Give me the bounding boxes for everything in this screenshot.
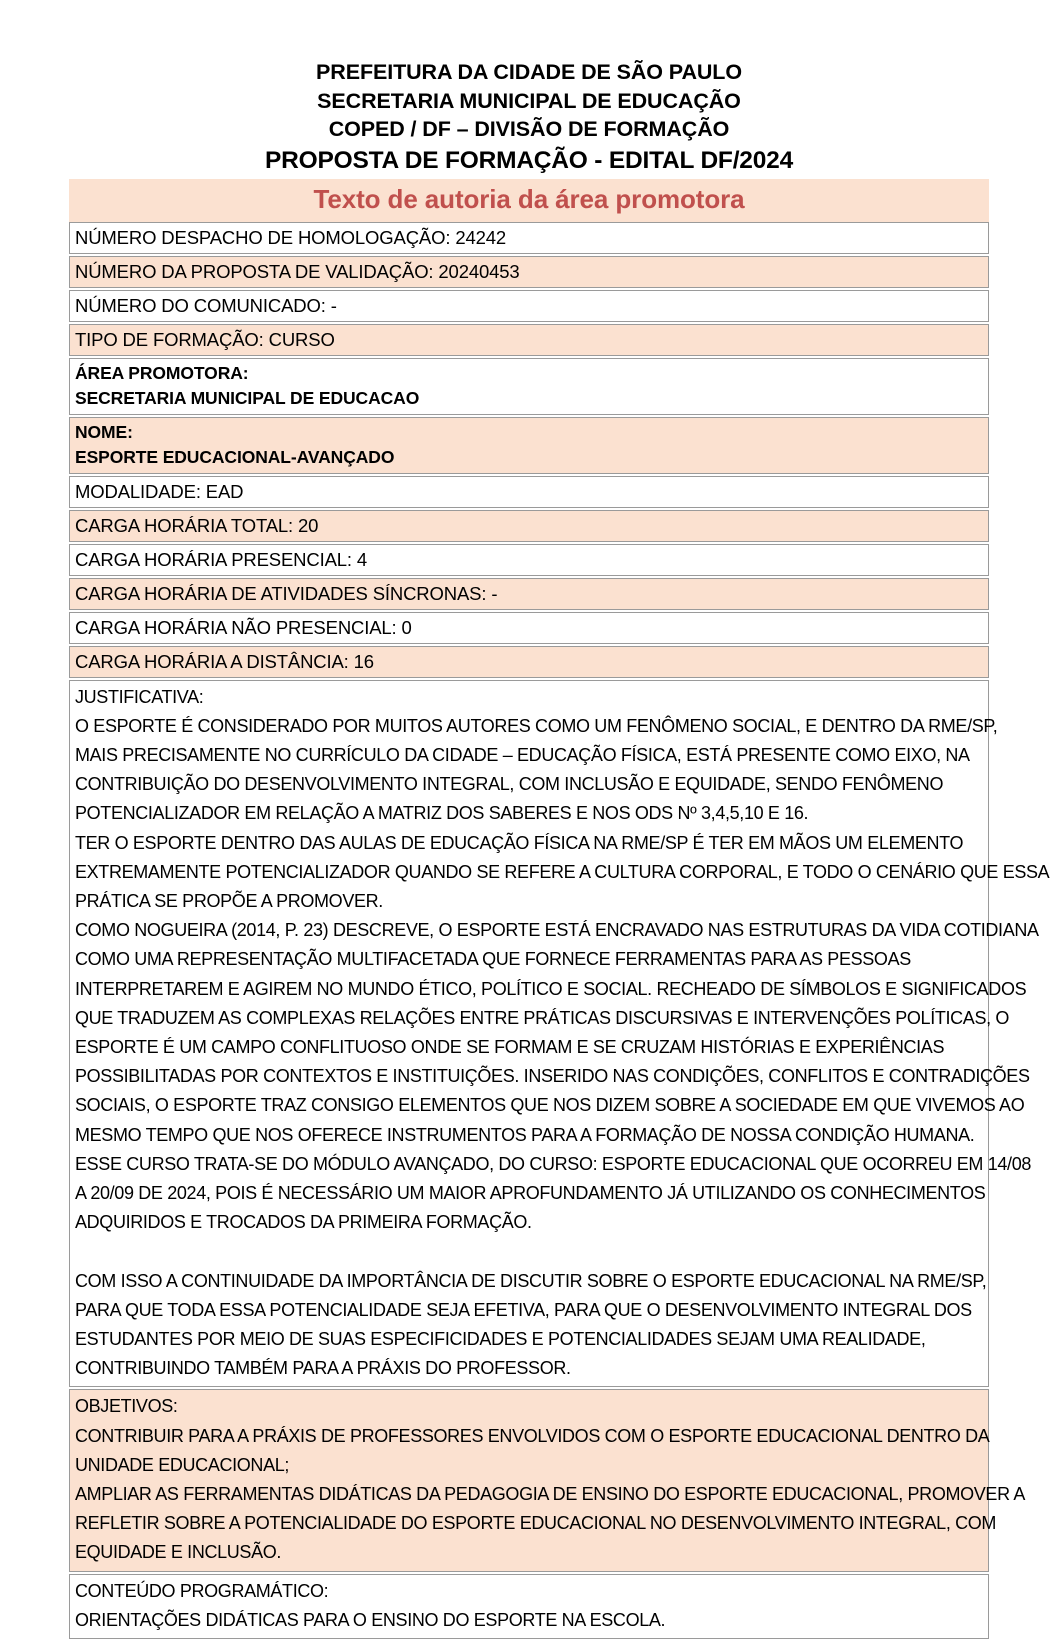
objetivos-block (75, 1392, 1026, 1567)
text-line: ESSE CURSO TRATA-SE DO MÓDULO AVANÇADO, DO CURSO: ESPORTE EDUCACIONAL QUE OCORREU EM 14/08 (75, 1153, 1032, 1174)
row-carga-total (69, 510, 989, 542)
label-nome: NOME: (75, 421, 133, 442)
banner-authorship (69, 179, 989, 222)
text-line: EQUIDADE E INCLUSÃO. (75, 1542, 282, 1563)
text-line: UNIDADE EDUCACIONAL; (75, 1454, 290, 1475)
justificativa-label: JUSTIFICATIVA: (75, 686, 204, 707)
value-area-promotora: SECRETARIA MUNICIPAL DE EDUCACAO (75, 387, 420, 408)
text-line: COM ISSO A CONTINUIDADE DA IMPORTÂNCIA DE DISCUTIR SOBRE O ESPORTE EDUCACIONAL NA RME/SP, (75, 1270, 987, 1291)
text-line: ADQUIRIDOS E TROCADOS DA PRIMEIRA FORMAÇÃO. (75, 1212, 532, 1233)
text-line: CONTRIBUIR PARA A PRÁXIS DE PROFESSORES ENVOLVIDOS COM O ESPORTE EDUCACIONAL DENTRO DA (75, 1425, 990, 1446)
field-carga-nao-presencial: CARGA HORÁRIA NÃO PRESENCIAL: 0 (75, 616, 412, 638)
field-carga-distancia: CARGA HORÁRIA A DISTÂNCIA: 16 (75, 650, 374, 672)
value-nome: ESPORTE EDUCACIONAL-AVANÇADO (75, 446, 395, 467)
text-line: MAIS PRECISAMENTE NO CURRÍCULO DA CIDADE – EDUCAÇÃO FÍSICA, ESTÁ PRESENTE COMO EIXO, NA (75, 744, 970, 765)
document-header (0, 0, 1058, 177)
text-line: PRÁTICA SE PROPÕE A PROMOVER. (75, 890, 383, 911)
conteudo-block (75, 1577, 984, 1635)
text-line: O ESPORTE É CONSIDERADO POR MUITOS AUTORES COMO UM FENÔMENO SOCIAL, E DENTRO DA RME/SP, (75, 715, 998, 736)
header-line-secretaria: SECRETARIA MUNICIPAL DE EDUCAÇÃO (317, 88, 741, 113)
row-objetivos (69, 1389, 1026, 1571)
row-proposta-validacao (69, 256, 989, 288)
row-carga-distancia (69, 646, 989, 678)
objetivos-lines (75, 1422, 1026, 1568)
justificativa-lines (75, 712, 1050, 1384)
field-proposta-validacao: NÚMERO DA PROPOSTA DE VALIDAÇÃO: 20240453 (75, 260, 520, 282)
text-line: EXTREMAMENTE POTENCIALIZADOR QUANDO SE REFERE A CULTURA CORPORAL, E TODO O CENÁRIO QUE ESSA (75, 861, 1050, 882)
field-despacho-homologacao: NÚMERO DESPACHO DE HOMOLOGAÇÃO: 24242 (75, 226, 507, 248)
row-despacho-homologacao (69, 222, 989, 254)
row-justificativa (69, 680, 1050, 1388)
conteudo-lines (75, 1606, 984, 1635)
header-line-prefeitura: PREFEITURA DA CIDADE DE SÃO PAULO (316, 60, 742, 84)
text-line: A 20/09 DE 2024, POIS É NECESSÁRIO UM MAIOR APROFUNDAMENTO JÁ UTILIZANDO OS CONHECIMENTOS (75, 1182, 986, 1203)
text-line: COMO NOGUEIRA (2014, P. 23) DESCREVE, O ESPORTE ESTÁ ENCRAVADO NAS ESTRUTURAS DA VIDA COTIDIANA (75, 920, 1039, 941)
row-tipo-formacao (69, 324, 989, 356)
row-comunicado (69, 290, 989, 322)
text-line: INTERPRETAREM E AGIREM NO MUNDO ÉTICO, POLÍTICO E SOCIAL. RECHEADO DE SÍMBOLOS E SIGNIFICADOS (75, 978, 1027, 999)
label-area-promotora: ÁREA PROMOTORA: (75, 362, 249, 383)
text-line: POTENCIALIZADOR EM RELAÇÃO A MATRIZ DOS SABERES E NOS ODS Nº 3,4,5,10 E 16. (75, 803, 809, 824)
text-line (75, 1237, 984, 1266)
text-line: AMPLIAR AS FERRAMENTAS DIDÁTICAS DA PEDAGOGIA DE ENSINO DO ESPORTE EDUCACIONAL, PROMOVER A (75, 1483, 1026, 1504)
text-line: ESPORTE É UM CAMPO CONFLITUOSO ONDE SE FORMAM E SE CRUZAM HISTÓRIAS E EXPERIÊNCIAS (75, 1036, 945, 1057)
justificativa-block (75, 683, 1050, 1384)
text-line: POSSIBILITADAS POR CONTEXTOS E INSTITUIÇÕES. INSERIDO NAS CONDIÇÕES, CONFLITOS E CONTRADIÇÕES (75, 1066, 1030, 1087)
field-carga-presencial: CARGA HORÁRIA PRESENCIAL: 4 (75, 548, 368, 570)
text-line: COMO UMA REPRESENTAÇÃO MULTIFACETADA QUE FORNECE FERRAMENTAS PARA AS PESSOAS (75, 949, 911, 970)
text-line: MESMO TEMPO QUE NOS OFERECE INSTRUMENTOS PARA A FORMAÇÃO DE NOSSA CONDIÇÃO HUMANA. (75, 1124, 975, 1145)
objetivos-label: OBJETIVOS: (75, 1396, 178, 1417)
header-line-coped: COPED / DF – DIVISÃO DE FORMAÇÃO (328, 117, 730, 141)
field-tipo-formacao: TIPO DE FORMAÇÃO: CURSO (75, 328, 335, 350)
row-carga-nao-presencial (69, 612, 989, 644)
row-nome (69, 417, 989, 474)
conteudo-label: CONTEÚDO PROGRAMÁTICO: (75, 1580, 329, 1601)
field-comunicado: NÚMERO DO COMUNICADO: - (75, 294, 337, 316)
text-line: CONTRIBUIÇÃO DO DESENVOLVIMENTO INTEGRAL, COM INCLUSÃO E EQUIDADE, SENDO FENÔMENO (75, 774, 944, 795)
row-area-promotora (69, 358, 989, 415)
text-line: REFLETIR SOBRE A POTENCIALIDADE DO ESPORTE EDUCACIONAL NO DESENVOLVIMENTO INTEGRAL, COM (75, 1513, 997, 1534)
text-line: ORIENTAÇÕES DIDÁTICAS PARA O ENSINO DO ESPORTE NA ESCOLA. (75, 1609, 666, 1630)
banner-label: Texto de autoria da área promotora (313, 183, 745, 214)
row-conteudo-programatico (69, 1574, 989, 1639)
text-line: PARA QUE TODA ESSA POTENCIALIDADE SEJA EFETIVA, PARA QUE O DESENVOLVIMENTO INTEGRAL DOS (75, 1299, 972, 1320)
field-modalidade: MODALIDADE: EAD (75, 480, 244, 502)
proposal-form-table (69, 222, 1050, 1639)
row-modalidade (69, 476, 989, 508)
text-line: QUE TRADUZEM AS COMPLEXAS RELAÇÕES ENTRE PRÁTICAS DISCURSIVAS E INTERVENÇÕES POLÍTICAS, O (75, 1007, 1010, 1028)
text-line: CONTRIBUINDO TAMBÉM PARA A PRÁXIS DO PROFESSOR. (75, 1358, 571, 1379)
page-title: PROPOSTA DE FORMAÇÃO - EDITAL DF/2024 (264, 146, 794, 174)
row-carga-presencial (69, 544, 989, 576)
field-carga-total: CARGA HORÁRIA TOTAL: 20 (75, 514, 319, 536)
field-carga-sincronas: CARGA HORÁRIA DE ATIVIDADES SÍNCRONAS: - (75, 582, 498, 604)
text-line: SOCIAIS, O ESPORTE TRAZ CONSIGO ELEMENTOS QUE NOS DIZEM SOBRE A SOCIEDADE EM QUE VIVEMOS AO (75, 1095, 1025, 1116)
text-line: TER O ESPORTE DENTRO DAS AULAS DE EDUCAÇÃO FÍSICA NA RME/SP É TER EM MÃOS UM ELEMENTO (75, 832, 964, 853)
text-line: ESTUDANTES POR MEIO DE SUAS ESPECIFICIDADES E POTENCIALIDADES SEJAM UMA REALIDADE, (75, 1328, 926, 1349)
row-carga-sincronas (69, 578, 989, 610)
